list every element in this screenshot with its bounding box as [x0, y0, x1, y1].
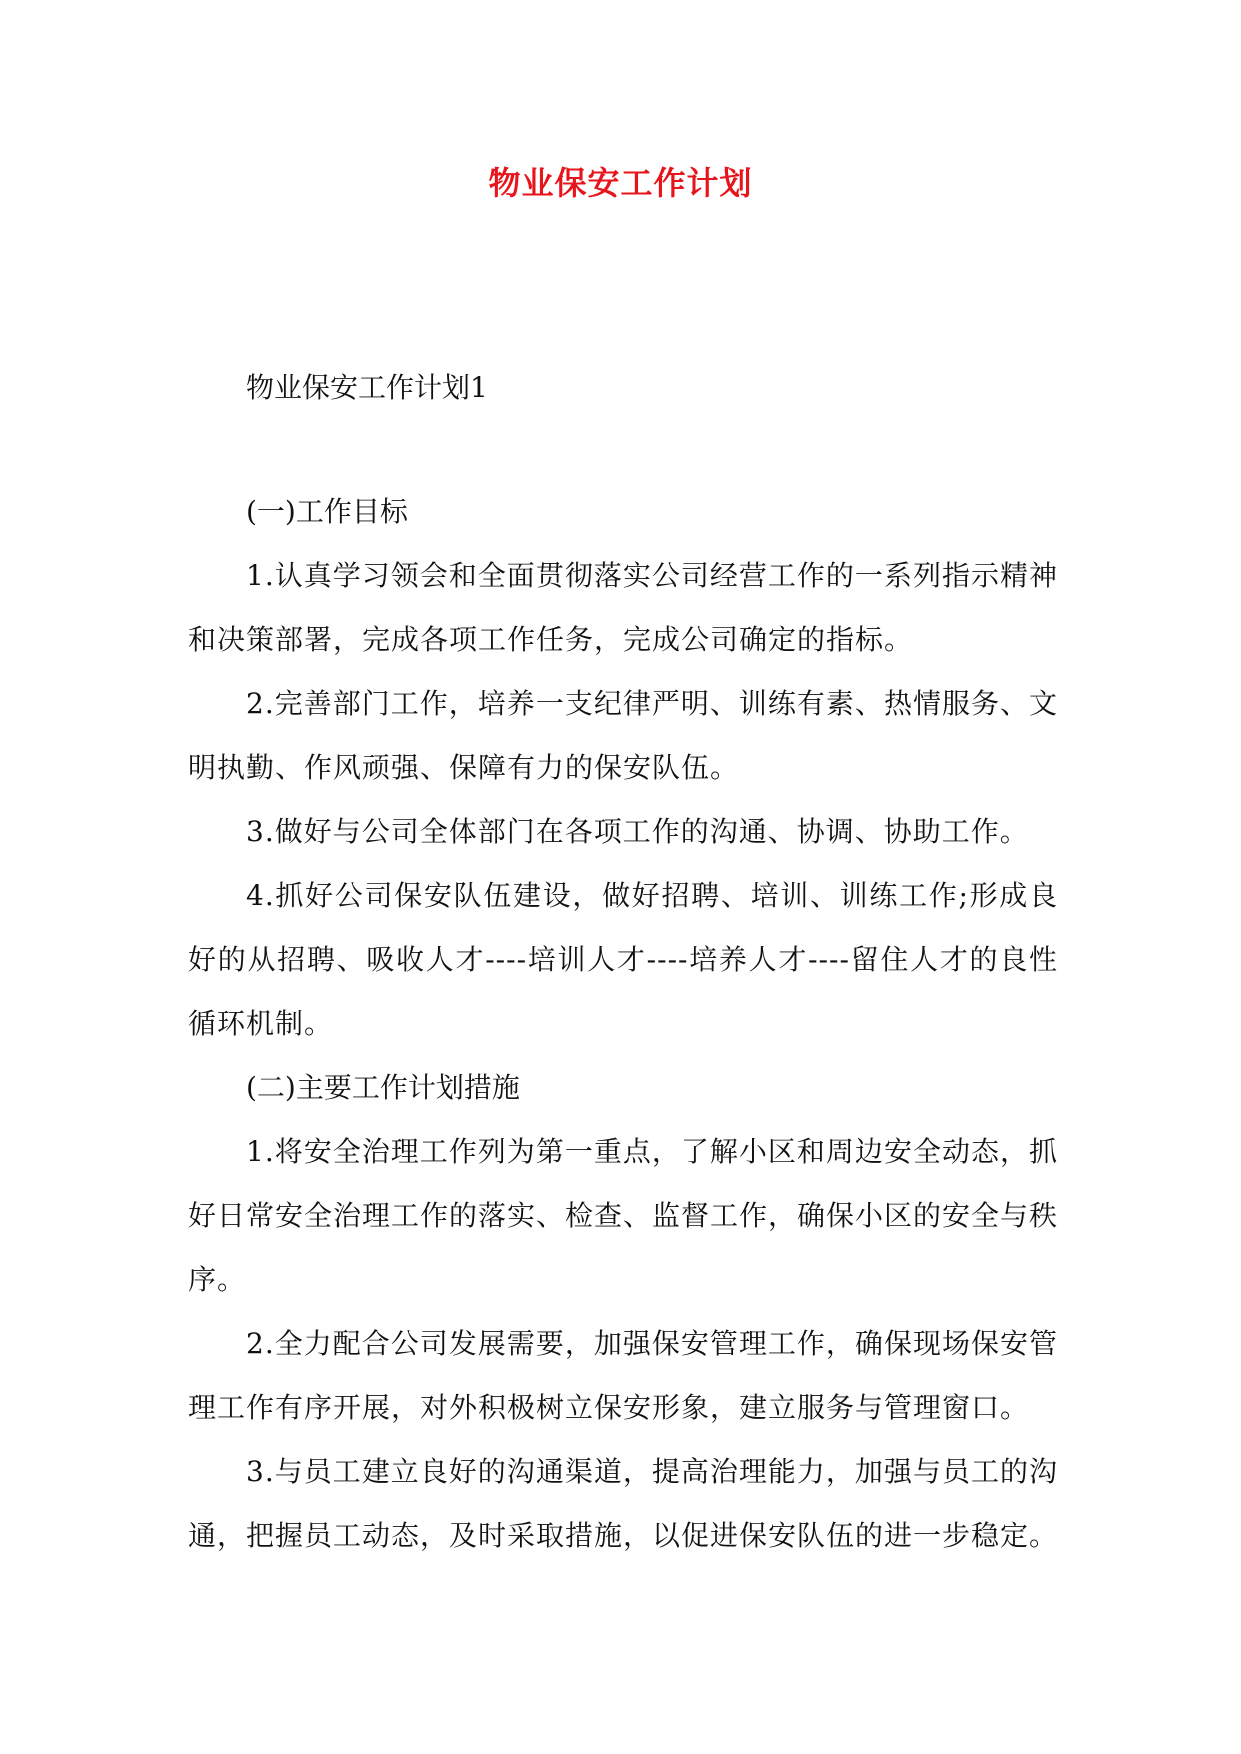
section-heading-goals: (一)工作目标: [246, 495, 408, 528]
document-body: [188, 356, 1058, 1568]
document-title: 物业保安工作计划: [488, 164, 753, 202]
paragraph: 1.将安全治理工作列为第一重点，了解小区和周边安全动态，抓好日常安全治理工作的落实、检查、监督工作，确保小区的安全与秩序。: [188, 1135, 1059, 1296]
paragraph: 1.认真学习领会和全面贯彻落实公司经营工作的一系列指示精神和决策部署，完成各项工作任务，完成公司确定的指标。: [188, 559, 1058, 656]
paragraph: 3.做好与公司全体部门在各项工作的沟通、协调、协助工作。: [246, 815, 1029, 848]
document-subtitle: 物业保安工作计划1: [246, 371, 488, 404]
paragraph: 3.与员工建立良好的沟通渠道，提高治理能力，加强与员工的沟通，把握员工动态，及时采取措施，以促进保安队伍的进一步稳定。: [188, 1455, 1059, 1552]
section-heading-measures: (二)主要工作计划措施: [246, 1071, 520, 1104]
paragraph: 2.完善部门工作，培养一支纪律严明、训练有素、热情服务、文明执勤、作风顽强、保障有力的保安队伍。: [188, 687, 1058, 784]
paragraph: 4.抓好公司保安队伍建设，做好招聘、培训、训练工作;形成良好的从招聘、吸收人才----培训人才----培养人才----留住人才的良性循环机制。: [188, 879, 1058, 1040]
paragraph: 2.全力配合公司发展需要，加强保安管理工作，确保现场保安管理工作有序开展，对外积极树立保安形象，建立服务与管理窗口。: [188, 1327, 1058, 1424]
